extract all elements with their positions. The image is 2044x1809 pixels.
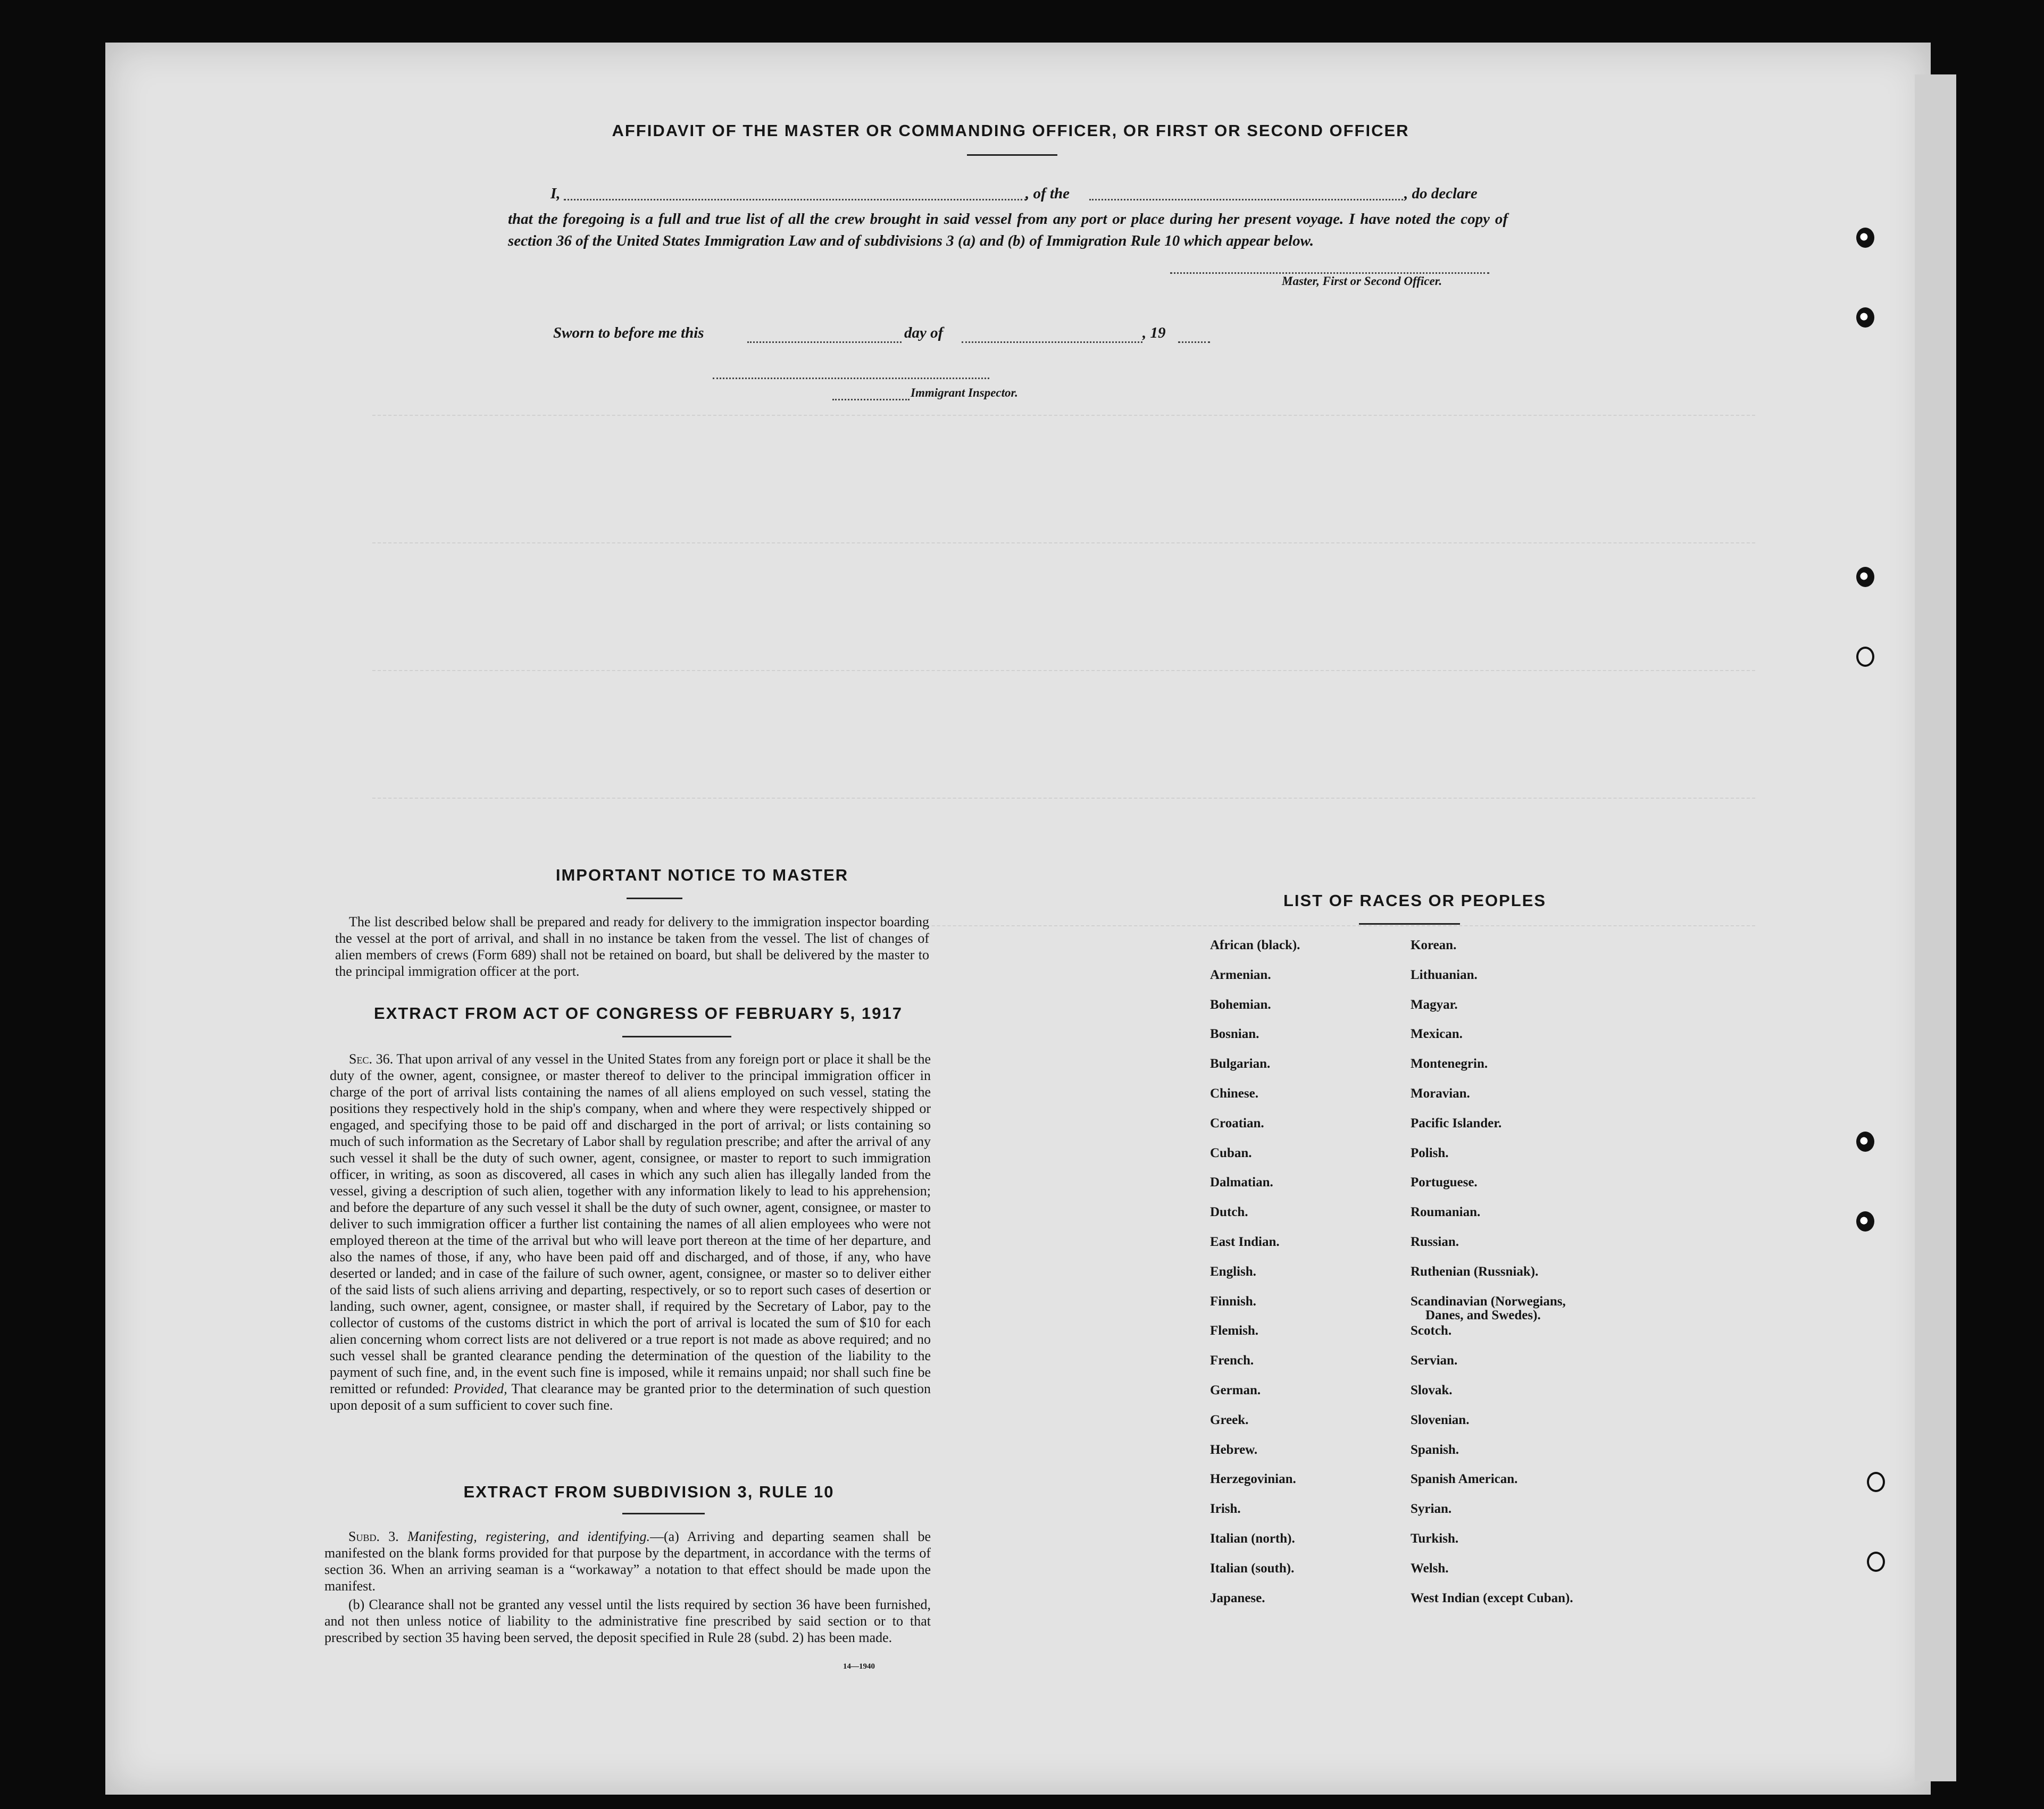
race-item: Portuguese. [1411, 1175, 1478, 1190]
rule-title: EXTRACT FROM SUBDIVISION 3, RULE 10 [463, 1483, 835, 1501]
race-item: Armenian. [1210, 967, 1271, 982]
rule-subd-label: Subd. 3. [348, 1529, 399, 1544]
race-item: Montenegrin. [1411, 1057, 1488, 1071]
race-item: Moravian. [1411, 1086, 1470, 1101]
race-item: Slovak. [1411, 1383, 1453, 1397]
race-item: African (black). [1210, 938, 1300, 952]
race-item: Ruthenian (Russniak). [1411, 1264, 1539, 1279]
rule-subd-heading: Manifesting, registering, and identifying. [407, 1529, 650, 1544]
act-title-rule [622, 1036, 731, 1037]
race-item: Japanese. [1210, 1590, 1265, 1605]
race-item: English. [1210, 1264, 1256, 1279]
officer-name-field[interactable] [564, 199, 1027, 200]
race-item: Bulgarian. [1210, 1057, 1271, 1071]
race-item: German. [1210, 1383, 1261, 1397]
rule-subd-a [324, 1528, 931, 1594]
race-item: Mexican. [1411, 1027, 1463, 1042]
race-item: Syrian. [1411, 1502, 1452, 1517]
race-item: East Indian. [1210, 1235, 1280, 1249]
rule-title-rule [622, 1513, 705, 1514]
sworn-label: Sworn to before me this [553, 324, 704, 341]
notice-title-rule [627, 898, 682, 899]
race-item: Cuban. [1210, 1145, 1252, 1160]
binder-hole [1856, 228, 1874, 248]
race-item: Danes, and Swedes). [1425, 1308, 1541, 1322]
race-item: Herzegovinian. [1210, 1472, 1296, 1487]
race-item: Greek. [1210, 1412, 1249, 1427]
race-item: Roumanian. [1411, 1205, 1481, 1220]
binder-hole [1856, 1132, 1874, 1152]
race-item: Irish. [1210, 1502, 1241, 1517]
binder-hole [1856, 647, 1874, 667]
notice-title: IMPORTANT NOTICE TO MASTER [555, 866, 849, 884]
race-item: Croatian. [1210, 1116, 1264, 1130]
race-item: French. [1210, 1353, 1254, 1368]
underlying-page-edge [1915, 74, 1956, 1781]
rule-a-text: —(a) Arriving and departing seamen shall be manifested on the blank forms provided for that purpose by the department, in accordance with the terms of section 36. When an arriving seaman is a “workaway” a notation to that effect should be made upon the manifest. [324, 1529, 931, 1594]
affidavit-of-the-label: , of the [1025, 185, 1070, 202]
race-item: Spanish American. [1411, 1472, 1518, 1487]
race-item: Turkish. [1411, 1531, 1459, 1546]
year-label: , 19 [1142, 324, 1166, 341]
race-item: Dalmatian. [1210, 1175, 1273, 1190]
act-title: EXTRACT FROM ACT OF CONGRESS OF FEBRUARY 5, 1917 [374, 1004, 903, 1023]
affidavit-i-label: I, [550, 185, 561, 202]
race-item: Dutch. [1210, 1205, 1248, 1220]
race-item: Russian. [1411, 1235, 1459, 1249]
affidavit-title: AFFIDAVIT OF THE MASTER OR COMMANDING OFFICER, OR FIRST OR SECOND OFFICER [612, 121, 1409, 140]
race-item: Polish. [1411, 1145, 1449, 1160]
race-item: Chinese. [1210, 1086, 1258, 1101]
rule-subd-b: (b) Clearance shall not be granted any vessel until the lists required by section 36 have been furnished, and not then unless notice of liability to the administrative fine prescribed by said section or to that prescribed by section 35 having been served, the deposit specified in Rule 28 (subd. 2) has been made. [324, 1597, 931, 1645]
day-of-label: day of [904, 324, 944, 341]
officer-signature-field[interactable] [1170, 272, 1489, 274]
binder-hole [1856, 567, 1874, 587]
notice-text: The list described below shall be prepared and ready for delivery to the immigration inspector boarding the vessel at the port of arrival, and shall in no instance be taken from the vessel. The list of changes of alien members of crews (Form 689) shall not be retained on board, but shall be delivered by the master to the principal immigration officer at the port. [335, 914, 929, 979]
bleed-through-marks [372, 415, 1755, 1159]
race-item: Finnish. [1210, 1294, 1256, 1309]
binder-hole [1867, 1472, 1885, 1492]
race-item: Hebrew. [1210, 1442, 1258, 1457]
race-item: Slovenian. [1411, 1412, 1470, 1427]
act-sec-label: Sec. 36. [349, 1051, 394, 1067]
races-title: LIST OF RACES OR PEOPLES [1283, 891, 1547, 910]
act-sec-36-text [330, 1051, 931, 1413]
race-item: Flemish. [1210, 1324, 1258, 1338]
races-title-rule [1359, 923, 1460, 925]
act-provided: Provided, [453, 1381, 507, 1396]
affidavit-declare-label: , do declare [1404, 185, 1478, 202]
inspector-signature-upper-line[interactable] [713, 378, 989, 379]
sworn-day-field[interactable] [747, 341, 902, 343]
affidavit-title-rule [967, 154, 1057, 156]
race-item: Welsh. [1411, 1561, 1449, 1576]
binder-hole [1867, 1552, 1885, 1572]
race-item: Italian (north). [1210, 1531, 1295, 1546]
race-item: Spanish. [1411, 1442, 1459, 1457]
race-item: Bohemian. [1210, 997, 1271, 1012]
race-item: Scotch. [1411, 1324, 1452, 1338]
act-body: That upon arrival of any vessel in the United States from any foreign port or place it shall be the duty of the owner, agent, consignee, or master thereof to deliver to the principal immigration officer in charge of the port of arrival lists containing the names of all aliens employed on such vessel, stating the positions they respectively hold in the ship's company, when and where they were respectively shipped or engaged, and specifying those to be paid off and discharged in the port of arrival; or lists containing so much of such information as the Secretary of Labor shall by regulation prescribe; and after the arrival of any such vessel it shall be the duty of such owner, agent, consignee, or master to report to such immigration officer, in writing, as soon as discovered, all cases in which any such alien has illegally landed from the vessel, giving a description of such alien, together with any information likely to lead to his apprehension; and before the departure of any such vessel it shall be the duty of such owner, agent, consignee, or master to deliver to such immigration officer a further list containing the names of all alien employees who were not employed thereon at the time of the arrival but who will leave port thereon at the time of her departure, and also the names of those, if any, who have been paid off and discharged, and of those, if any, who have deserted or landed; and in case of the failure of such owner, agent, consignee, or master so to deliver either of the said lists of such aliens arriving and departing, respectively, or so to report such cases of desertion or landing, such owner, agent, consignee, or master shall, if required by the Secretary of Labor, pay to the collector of customs of the customs district in which the port of arrival is located the sum of $10 for each alien concerning whom correct lists are not delivered or a true report is not made as above required; and no such vessel shall be granted clearance pending the determination of the question of the liability to the payment of such fine, and, in the event such fine is imposed, while it remains unpaid; nor shall such fine be remitted or refunded: [330, 1051, 931, 1396]
affidavit-statement: that the foregoing is a full and true list of all the crew brought in said vessel from any port or place during her present voyage. I have noted the copy of section 36 of the United States Immigration Law and of subdivisions 3 (a) and (b) of Immigration Rule 10 which appear below. [508, 211, 1508, 249]
race-item: Korean. [1411, 938, 1457, 952]
race-item: Bosnian. [1210, 1027, 1259, 1042]
sworn-year-field[interactable] [1178, 341, 1210, 343]
race-item: Servian. [1411, 1353, 1458, 1368]
race-item: West Indian (except Cuban). [1411, 1590, 1573, 1605]
signature-caption: Master, First or Second Officer. [1282, 274, 1442, 288]
inspector-caption: Immigrant Inspector. [911, 386, 1018, 399]
vessel-name-field[interactable] [1089, 199, 1403, 200]
race-item: Scandinavian (Norwegians, [1411, 1294, 1566, 1309]
form-code: 14—1940 [843, 1662, 875, 1671]
act-body-end: That clearance may be granted prior to the determination of such question upon deposit of a sum sufficient to cover such fine. [330, 1381, 931, 1413]
sworn-month-field[interactable] [962, 341, 1142, 343]
binder-hole [1856, 307, 1874, 328]
race-item: Pacific Islander. [1411, 1116, 1502, 1130]
binder-hole [1856, 1211, 1874, 1232]
race-item: Italian (south). [1210, 1561, 1295, 1576]
inspector-signature-field[interactable] [832, 399, 910, 400]
race-item: Magyar. [1411, 997, 1458, 1012]
race-item: Lithuanian. [1411, 967, 1478, 982]
